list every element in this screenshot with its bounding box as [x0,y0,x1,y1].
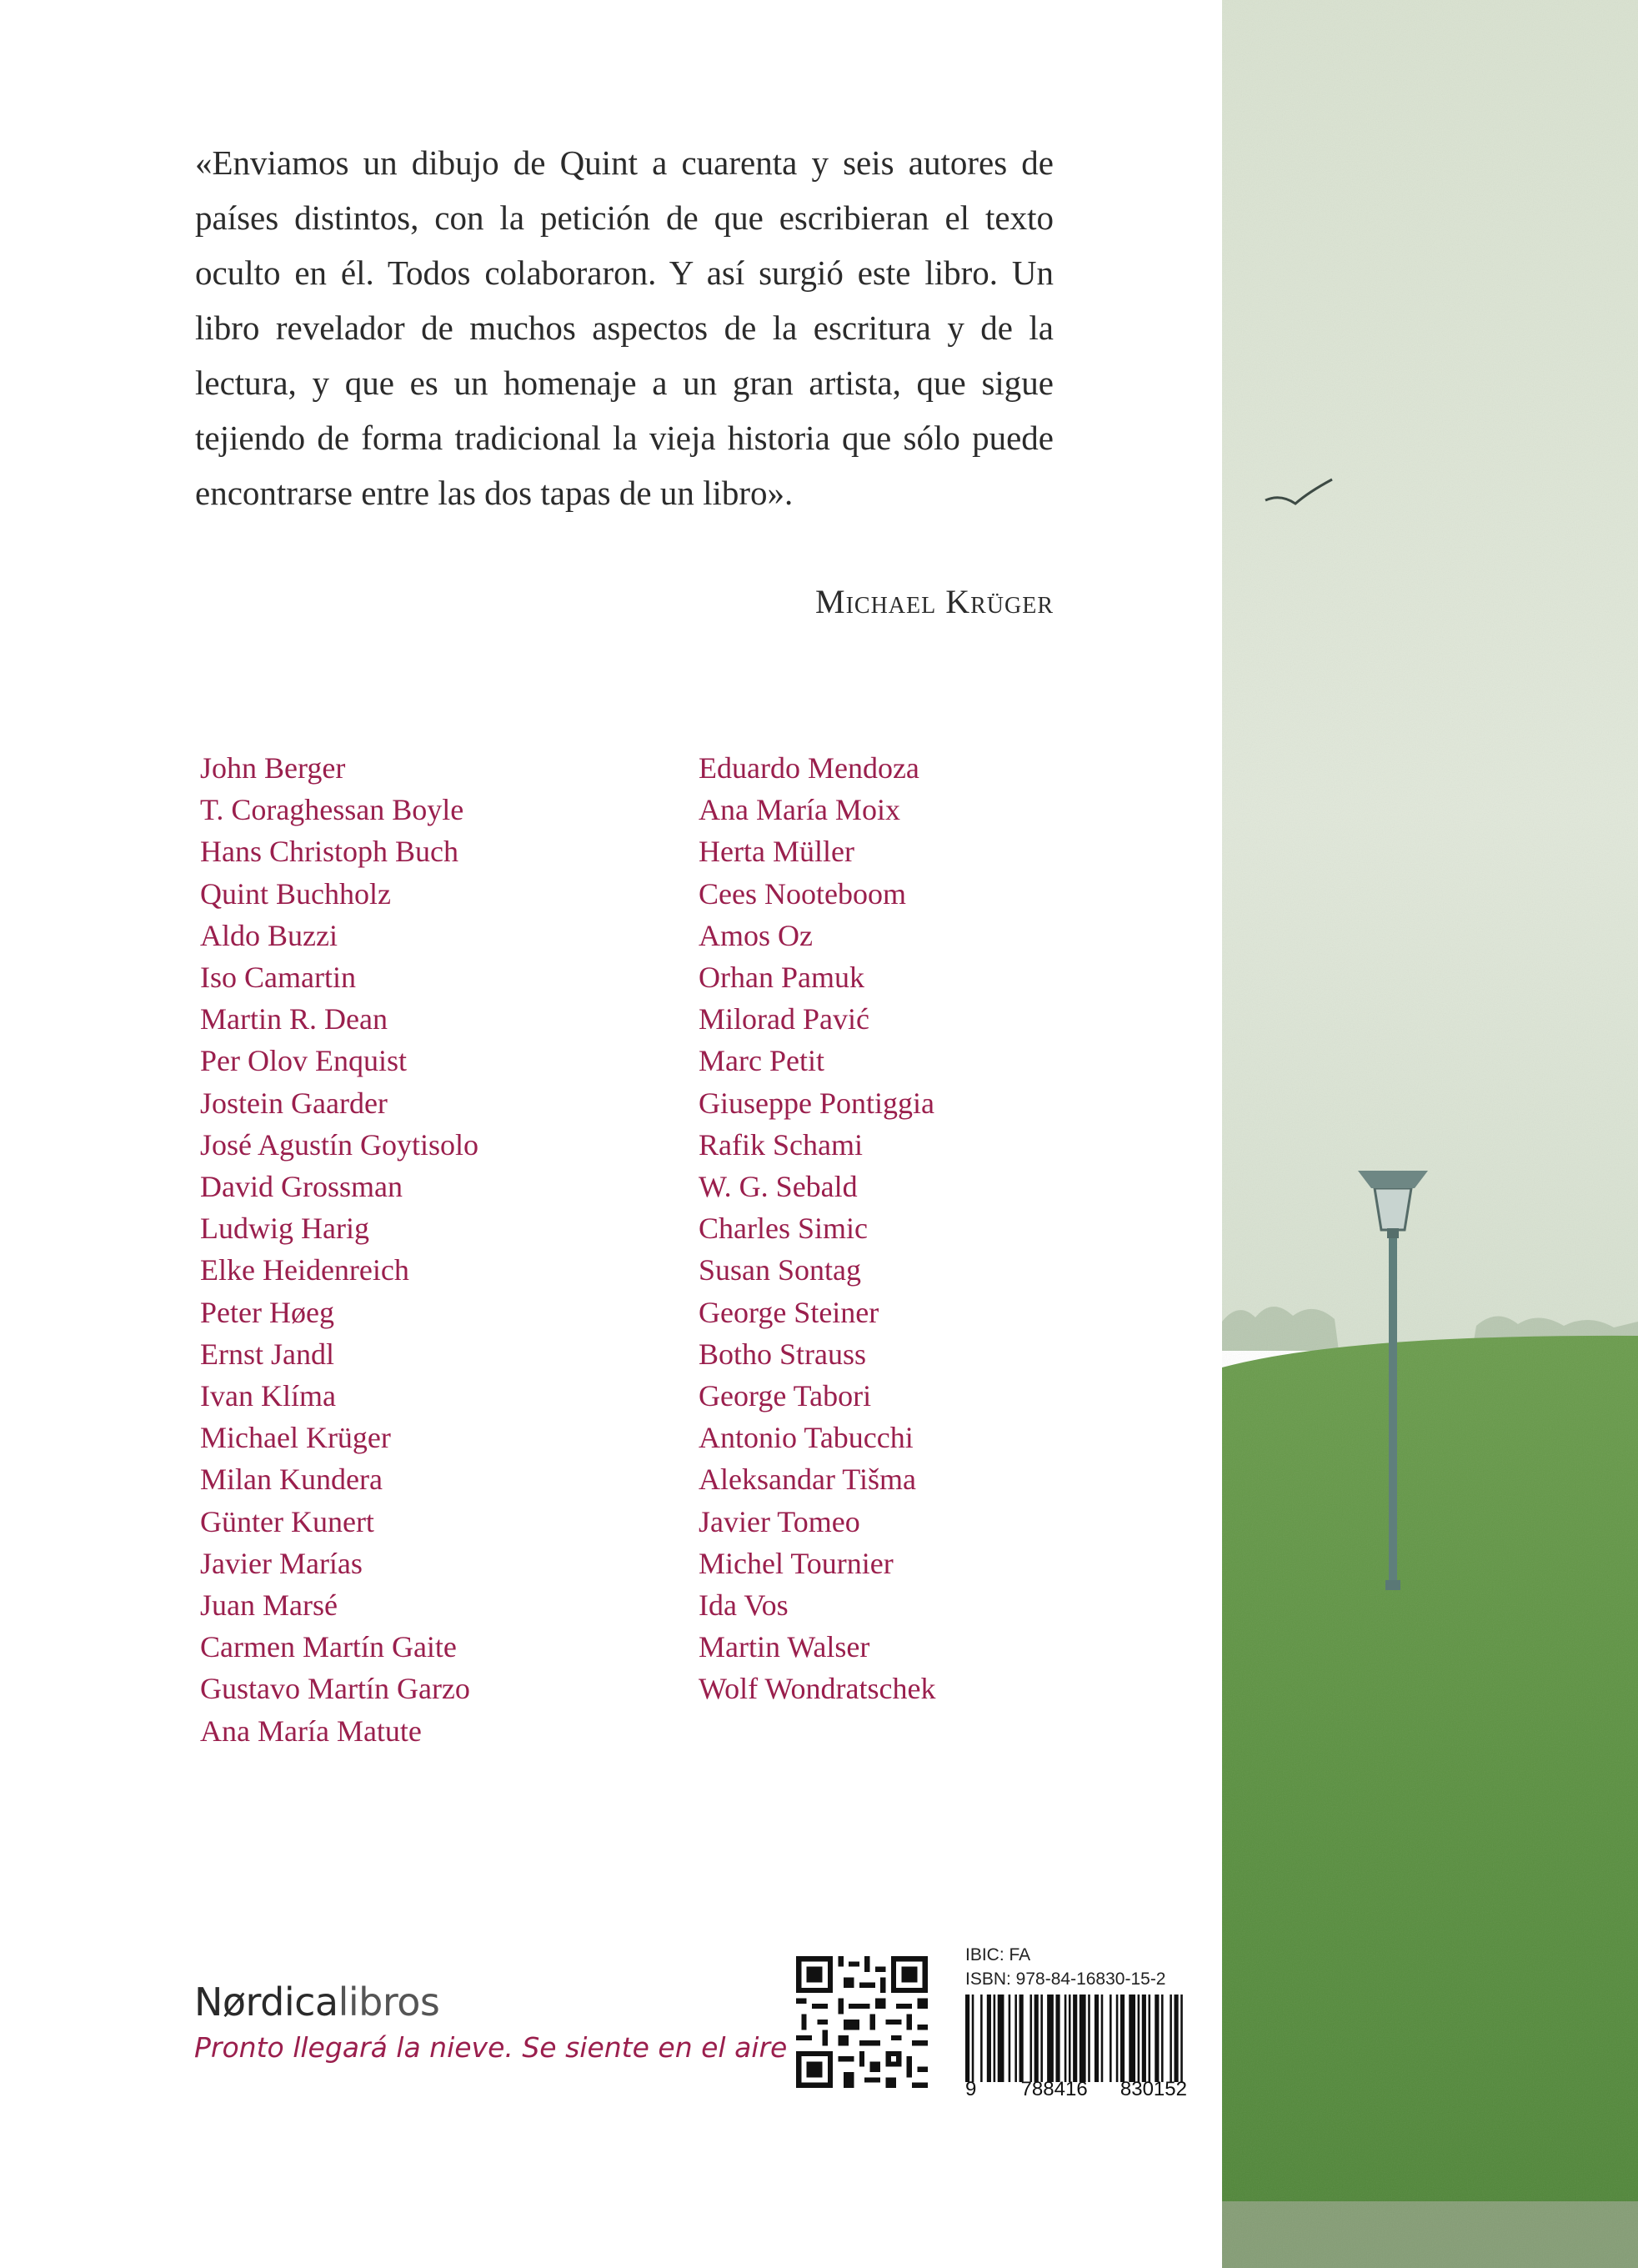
barcode-bar [1073,1995,1077,2082]
book-codes [965,1943,1166,1991]
barcode-bar [1170,1995,1172,2082]
barcode-bar [994,1995,996,2082]
author-name: Marc Petit [699,1044,824,1078]
author-name: Giuseppe Pontiggia [699,1086,934,1120]
blurb-quote: «Enviamos un dibujo de Quint a cuarenta y seis autores de países distintos, con la petición de que escribieran el texto oculto en él. Todos colaboraron. Y así surgió este libro. Un libro revelador de muchos aspectos de la escritura y de la lectura, y que es un homenaje a un gran artista, que sigue tejiendo de forma tradicional la vieja historia que sólo puede encontrarse entre las dos tapas de un libro». [195,143,1054,512]
author-name: Quint Buchholz [200,876,391,911]
barcode-bar [1110,1995,1112,2082]
barcode-bar [1175,1995,1179,2082]
author-name: Martin R. Dean [200,1002,388,1036]
author-name: Amos Oz [699,918,813,952]
author-name: Martin Walser [699,1630,870,1664]
barcode-bar [1101,1995,1104,2082]
barcode-bar [987,1995,991,2082]
logo-light-text: libros [338,1979,440,2025]
author-name: Ivan Klíma [200,1379,336,1413]
barcode-bar [1155,1995,1159,2082]
barcode-bar [1014,1995,1017,2082]
author-name: Hans Christoph Buch [200,835,458,869]
barcode-bar [1029,1995,1032,2082]
author-name: Gustavo Martín Garzo [200,1672,470,1706]
quote-author: Michael Krüger [815,583,1054,620]
author-name: Günter Kunert [200,1504,374,1538]
barcode-bar [1088,1995,1090,2082]
author-name: Wolf Wondratschek [699,1672,936,1706]
author-name: Milan Kundera [200,1463,383,1497]
barcode-bar [1009,1995,1011,2082]
author-name: Herta Müller [699,835,854,869]
author-name: Cees Nooteboom [699,876,906,911]
barcode-bar [1069,1995,1071,2082]
barcode-bar [1180,1995,1183,2082]
author-name: George Tabori [699,1379,872,1413]
barcode-group-2: 830152 [1120,2078,1187,2100]
barcode-bar [980,1995,983,2082]
barcode-bar [1047,1995,1054,2082]
author-name: Carmen Martín Gaite [200,1630,457,1664]
cover-illustration [1222,0,1638,2268]
author-name: Ida Vos [699,1588,789,1623]
author-name: Rafik Schami [699,1127,863,1162]
barcode-group-1: 788416 [1020,2078,1088,2100]
author-name: Michael Krüger [200,1421,391,1455]
author-name: Iso Camartin [200,961,356,995]
author-name: Javier Tomeo [699,1504,860,1538]
author-name: Antonio Tabucchi [699,1421,914,1455]
author-name: Charles Simic [699,1212,868,1246]
barcode-first-digit: 9 [965,2078,977,2100]
barcode-bar [1079,1995,1086,2082]
barcode-bar [972,1995,974,2082]
barcode-bar [1142,1995,1146,2082]
publisher-tagline: Pronto llegará la nieve. Se siente en el aire [194,2031,788,2064]
author-name: Ana María Matute [200,1714,422,1748]
author-name: T. Coraghessan Boyle [200,793,464,827]
author-name: Elke Heidenreich [200,1253,409,1287]
barcode-icon [965,1995,1187,2082]
logo-bold-text: Nørdica [194,1979,338,2025]
barcode-bar [1019,1995,1024,2082]
author-list-left [200,747,478,1752]
barcode-bar [1149,1995,1151,2082]
ibic-code: IBIC: FA [965,1945,1031,1964]
barcode-bar [1095,1995,1099,2082]
barcode-bar [965,1995,969,2082]
author-name: Per Olov Enquist [200,1044,407,1078]
author-name: Michel Tournier [699,1546,894,1580]
isbn-code: ISBN: 978-84-16830-15-2 [965,1969,1166,1989]
barcode-bar [1064,1995,1067,2082]
barcode-bar [1034,1995,1039,2082]
author-list-right [699,747,935,1710]
barcode-bar [998,1995,1004,2082]
barcode-digits [965,2078,1187,2101]
barcode-bar [1138,1995,1140,2082]
author-name: Botho Strauss [699,1337,867,1371]
author-name: Ana María Moix [699,793,900,827]
barcode-bar [1129,1995,1135,2082]
author-name: Aleksandar Tišma [699,1463,916,1497]
barcode-bar [1040,1995,1043,2082]
author-name: Orhan Pamuk [699,961,864,995]
author-name: Ludwig Harig [200,1212,369,1246]
barcode-bar [1116,1995,1119,2082]
barcode-bar [1120,1995,1125,2082]
publisher-logo [194,1979,439,2025]
author-name: Jostein Gaarder [200,1086,388,1120]
author-name: W. G. Sebald [699,1170,858,1204]
author-name: George Steiner [699,1295,879,1329]
author-name: Peter Høeg [200,1295,334,1329]
author-name: José Agustín Goytisolo [200,1127,479,1162]
author-name: Ernst Jandl [200,1337,334,1371]
barcode-bar [1055,1995,1059,2082]
author-name: John Berger [200,751,346,785]
author-name: Susan Sontag [699,1253,862,1287]
author-name: Javier Marías [200,1546,363,1580]
author-name: Milorad Pavić [699,1002,869,1036]
qr-code-icon [796,1956,928,2088]
barcode-bar [1161,1995,1164,2082]
author-name: Aldo Buzzi [200,918,338,952]
author-name: Juan Marsé [200,1588,338,1623]
author-name: Eduardo Mendoza [699,751,919,785]
author-name: David Grossman [200,1170,403,1204]
